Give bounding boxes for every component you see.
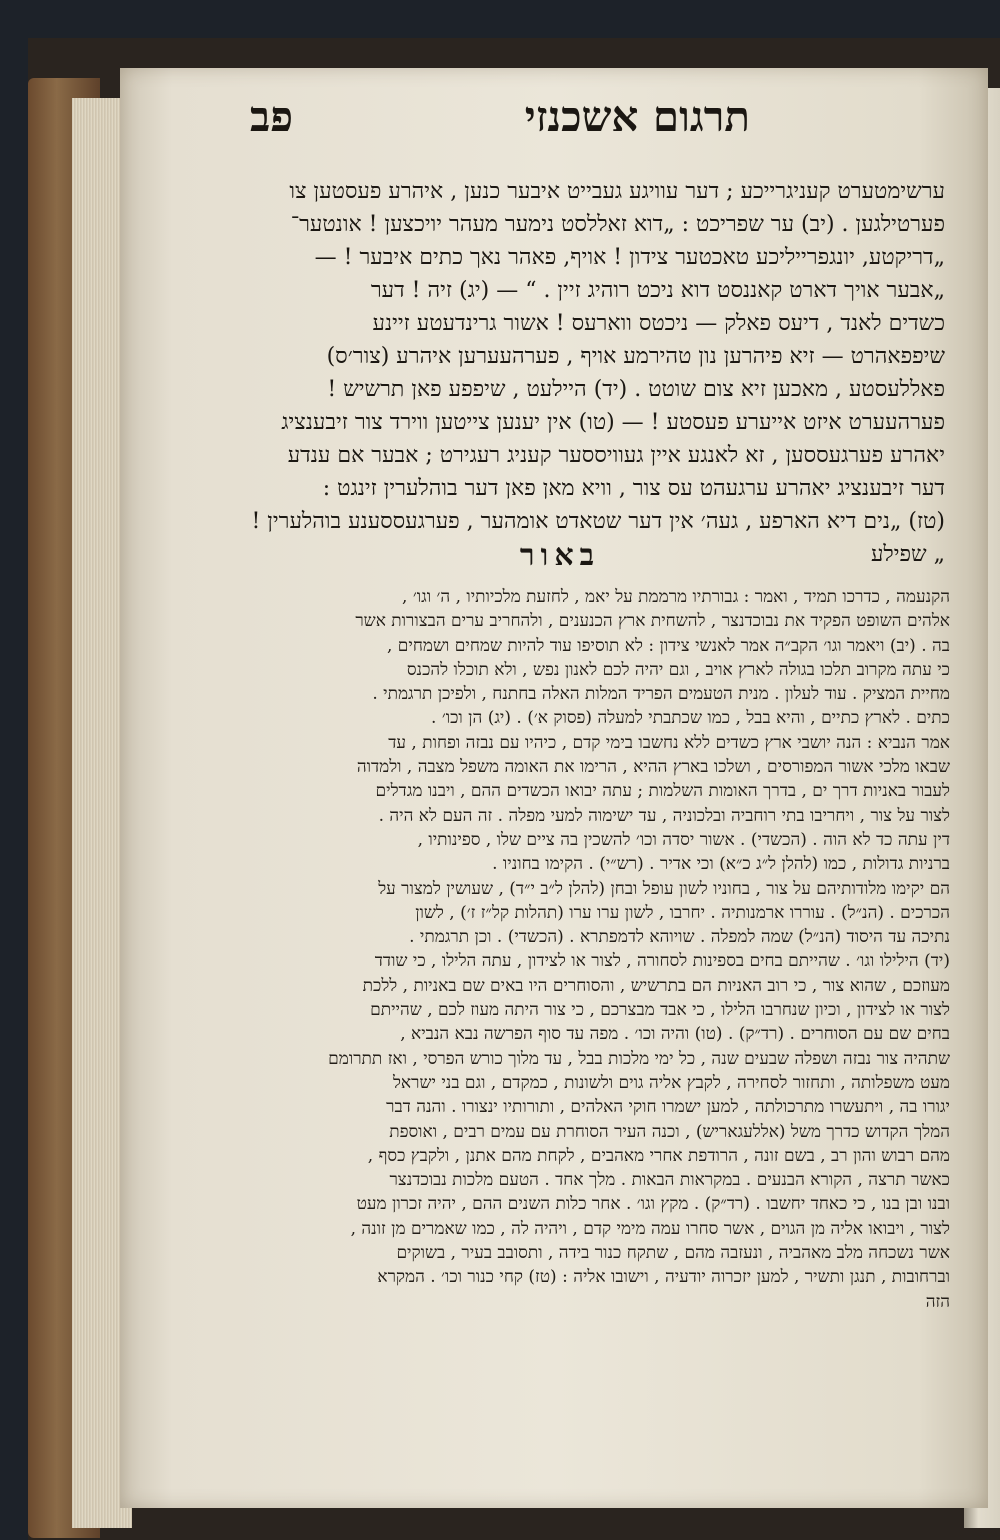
commentary-block [205,585,950,1314]
commentary-line: כי עתה מקרוב תלכו בגולה לארץ אויב , וגם יהיה לכם לאנון נפש , ולא תוכלו להכנס [406,659,950,680]
translation-line: שיפפאהרט — זיא פיהרען נון טהירמע אויף , פערהעערען איהרע (צור׳ס) [326,344,945,369]
commentary-title: באור [519,538,601,573]
commentary-line: כאשר תרצה , הקורא הבנעים . במקראות הבאות . מלך אחד . הטעם מלכות נבוכדנצר [389,1170,950,1191]
commentary-line: הקנעמה , כדרכו תמיד , ואמר : גבורתיו מרממת על יאמ , לחזעת מלכיותיו , ה׳ וגו׳ , [402,587,950,607]
commentary-line: וברחובות , תנגן ותשיר , למען יזכרוה יודעיה , וישובו אליה : (טז) קחי כנור וכו׳ . המקרא [377,1267,950,1288]
translation-line: פערהעערט איזט אייערע פעסטע ! — (טו) אין יענען צייטען ווירד צור זיבענציג [281,410,945,435]
commentary-line: מעוזכם , שהוא צור , כי רוב האניות הם בתרשיש , והסוחרים היו באים שם באניות , ללכת [362,975,950,996]
commentary-line: נתיכה עד היסוד (הנ״ל) שמה למפלה . שויוהא לדמפתרא . (הכשדי) . וכן תרגמתי . [409,927,950,948]
commentary-line: ברניות גדולות , כמו (להלן ל״ג כ״א) וכי אדיר . (רש״י) . הקימו בחוניו . [492,854,950,875]
commentary-line: הם יקימו מלודותיהם על צור , בחוניו לשון עופל ובחן (להלן ל״ב י״ד) , שעושין למצור על [378,878,950,899]
translation-line: פאללעסטע , מאכען זיא צום שוטט . (יד) היילעט , שיפפע פאן תרשיש ! [327,377,945,402]
commentary-line: לצור , ויבואו אליה מן הגוים , אשר סחרו עמה מימי קדם , ויהיה לה , כמו שאמרים מן זונה , [350,1218,950,1239]
page-header [160,92,920,162]
commentary-line: שבאו מלכי אשור המפורסים , ושלכו בארץ ההיא , הרימו את האומה משפל מצבה , ולמדוה [356,757,950,778]
translation-line: דער זיבענציג יאהרע ערגעהט עס צור , וויא מאן פאן דער בוהלערין זינגט : [322,476,945,501]
commentary-line: מהם רבוש והון רב , בשם זונה , הרודפת אחרי מאהבים , לקחת מהם אתנן , ולקבץ כסף , [367,1145,950,1166]
commentary-line: מעט משפלותה , ותחזור לסחירה , לקבץ אליה גוים ולשונות , כמקדם , וגם בני ישראל [392,1072,950,1093]
commentary-line: לצור על צור , ויחריבו בתי רוחביה ובלכוניה , עד ישימוה למעי מפלה . זה העם לא היה . [378,805,950,826]
commentary-line: כתים . לארץ כתיים , והיא בבל , כמו שכתבתי למעלה (פסוק א׳) . (יג) הן וכו׳ . [431,708,950,729]
running-title: תרגום אשכנזי [524,92,750,141]
commentary-line: (יד) הילילו וגו׳ . שהייתם בחים בספינות לסחורה , לצור או לצידון , עתה הלילו , כי שודד [374,951,950,972]
german-translation-block [205,175,945,571]
commentary-line: אשר נשכחה מלב מאהביה , ונעזבה מהם , שתקח כנור בידה , ותסובב בעיר , בשוקים [396,1243,950,1264]
translation-line: „אבער אויך דארט קאננסט דוא ניכט רוהיג זיין . “ — (יג) זיה ! דער [370,278,945,303]
commentary-line: לעבור באניות דרך ים , בדרך האומות השלמות ; עתה יבואו הכשדים ההם , ויבנו מגדלים [375,781,950,802]
translation-line: כשדים לאנד , דיעס פאלק — ניכטס ווארעס ! אשור גרינדעטע זיינע [372,311,945,336]
translation-line: פערטילגען . (יב) ער שפריכט : „דוא זאללסט נימער מעהר יויכצען ! אונטער־ [290,212,945,237]
commentary-line: לצור או לצידון , וכיון שנחרבו הלילו , כי אבד מבצרכם , כי צור היתה מעוז לכם , שהייתם [370,1000,950,1021]
commentary-line: הכרכים . (הנ״ל) . עוררו ארמנותיה . יחרבו , לשון ערו ערו (תהלות קל״ז ז׳) , לשון [415,902,950,923]
translation-line: ערשימטערט קעניגרייכע ; דער עוויגע געבייט איבער כנען , איהרע פעסטען צו [289,179,945,204]
translation-line: (טז) „נים דיא הארפע , געה׳ אין דער שטאדט אומהער , פערגעססענע בוהלערין ! [251,509,945,534]
commentary-line: בחים שם עם הסוחרים . (רד״ק) . (טו) והיה וכו׳ . מפה עד סוף הפרשה נבא הנביא , [400,1024,950,1045]
translation-line: „ שפילע [870,542,945,567]
commentary-line: המלך הקדוש כדרך משל (אללעגאריש) , וכנה העיר הסוחרת עם עמים רבים , ואוספת [389,1121,950,1142]
commentary-line: הזה [925,1291,950,1312]
translation-line: יאהרע פערגעססען , זא לאנגע איין געוויססער קעניג רעגירט ; אבער אם ענדע [287,443,945,468]
page-number: פב [250,92,294,141]
commentary-line: בה . (יב) ויאמר וגו׳ הקב״ה אמר לאנשי צידון : לא תוסיפו עוד להיות שמחים ושמחים , [386,635,950,656]
commentary-line: יגורו בה , ויתעשרו מתרכולתה , למען ישמרו חוקי האלהים , ותורותיו ינצורו . והנה דבר [386,1097,950,1118]
commentary-line: ובנו ובן בנו , כי כאחד יחשבו . (רד״ק) . מקץ וגו׳ . אחר כלות השנים ההם , יהיה זכרון מעט [356,1194,950,1215]
commentary-line: אמר הנביא : הנה יושבי ארץ כשדים ללא נחשבו בימי קדם , כיהיו עם נבזה ופחות , עד [388,732,950,753]
commentary-line: דין עתה כד לא הוה . (הכשדי) . אשור יסדה וכו׳ להשכין בה ציים שלו , ספינותיו , [417,829,950,850]
translation-line: „דריקטע, יונגפרייליכע טאכטער צידון ! אויף, פאהר נאך כתים איבער ! — [314,245,945,270]
commentary-line: אלהים השופט הפקיד את נבוכדנצר , להשחית ארץ הכנענים , ולהחריב ערים הבצורות אשר [355,611,950,632]
commentary-line: מחיית המציק . עוד לעלון . מנית הטעמים הפריד המלות האלה בחתנח , ולפיכן תרגמתי . [372,684,950,705]
commentary-line: שתהיה צור נבזה ושפלה שבעים שנה , כל ימי מלכות בבל , עד מלוך כורש הפרסי , ואז תתרומם [328,1048,950,1069]
